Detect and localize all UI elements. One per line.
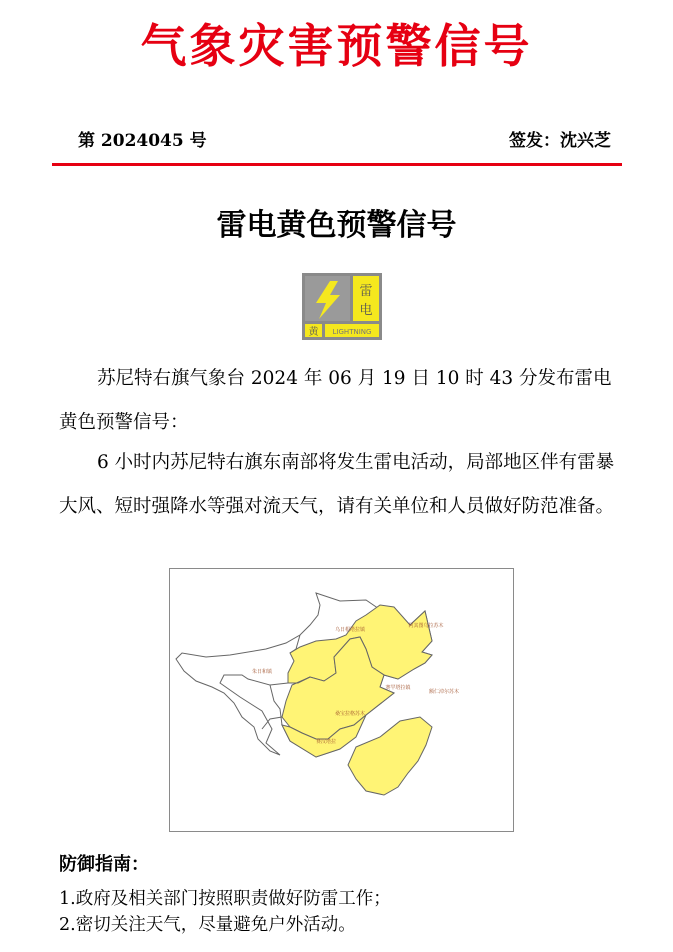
defense-guide-item: 2.密切关注天气，尽量避免户外活动。 <box>59 915 356 935</box>
map-label-3: 额仁淖尔苏木 <box>428 689 460 695</box>
map-label-7: 赛汉塔拉 <box>315 739 337 745</box>
header-divider <box>52 163 622 166</box>
badge-char-bottom: 电 <box>359 303 373 318</box>
warning-subtitle: 雷电黄色预警信号 <box>216 208 457 243</box>
defense-guide-item: 1.政府及相关部门按照职责做好防雷工作； <box>59 889 391 909</box>
document-number: 第 2024045 号 <box>78 131 207 151</box>
warning-badge <box>302 273 382 340</box>
alert-area-southeast <box>348 717 432 795</box>
document-signer: 签发：沈兴芝 <box>509 131 611 151</box>
warning-area-map <box>169 568 514 832</box>
district-map-svg <box>170 569 515 833</box>
badge-tag-char: 黄 <box>308 327 319 338</box>
badge-tag-text: LIGHTNING <box>332 328 372 336</box>
defense-guide-title: 防御指南： <box>59 854 149 875</box>
map-label-4: 朱日和镇 <box>251 669 273 675</box>
map-label-5: 赛罕塔拉镇 <box>385 685 411 691</box>
warning-paragraph-issuance <box>59 357 619 445</box>
badge-char-top: 雷 <box>359 284 373 299</box>
lightning-yellow-badge-icon <box>302 273 382 340</box>
issuance-text: 苏尼特右旗气象台 2024 年 06 月 19 日 10 时 43 分发布雷电黄色预警信号： <box>59 368 612 433</box>
details-text: 6 小时内苏尼特右旗东南部将发生雷电活动，局部地区伴有雷暴大风、短时强降水等强对流天气，请有关单位和人员做好防范准备。 <box>59 452 615 517</box>
boundary-line <box>262 717 282 729</box>
warning-paragraph-details <box>59 441 619 529</box>
map-label-1: 乌日根塔拉镇 <box>334 627 366 633</box>
document-title: 气象灾害预警信号 <box>140 19 533 73</box>
map-label-2: 阿其图乌拉苏木 <box>408 623 444 629</box>
map-label-6: 桑宝拉格苏木 <box>334 711 366 717</box>
